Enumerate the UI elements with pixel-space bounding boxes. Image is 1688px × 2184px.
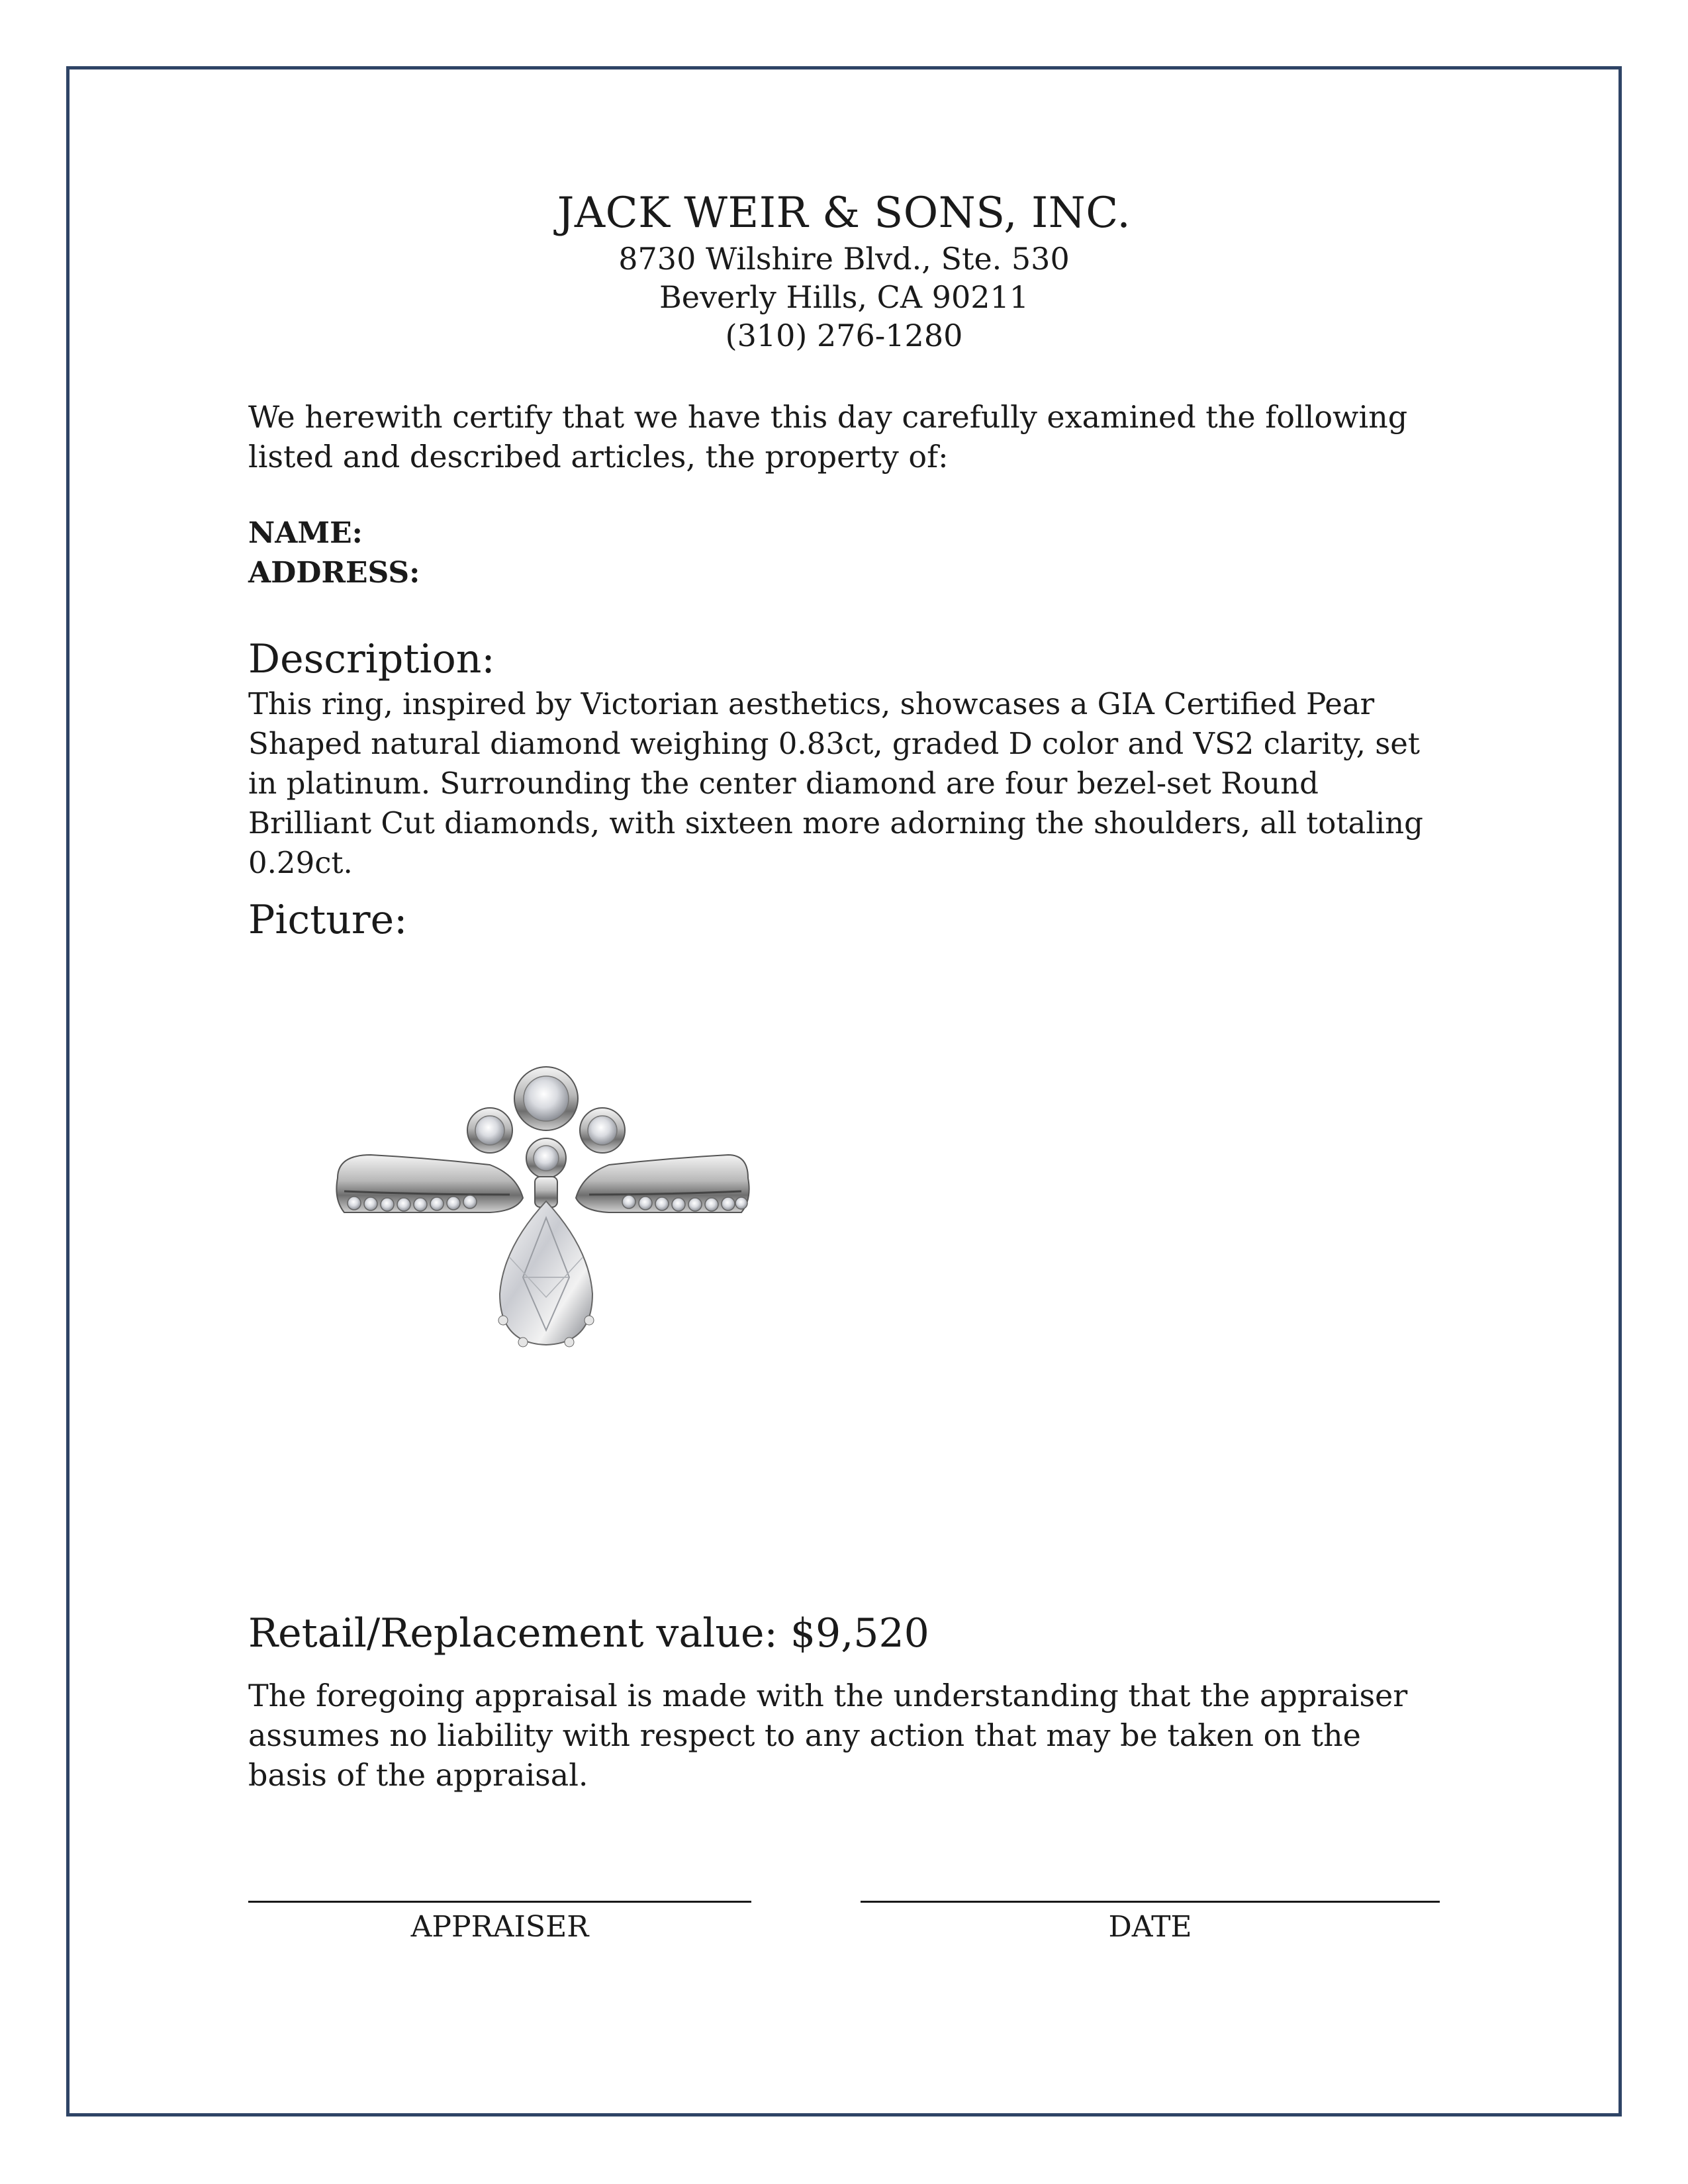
appraiser-label: APPRAISER	[410, 1910, 589, 1944]
company-phone: (310) 276-1280	[725, 318, 963, 353]
owner-fields	[248, 514, 1446, 593]
date-signature-line	[861, 1901, 1440, 1903]
certification-intro: We herewith certify that we have this day carefully examined the following listed and described articles, the property of:	[248, 399, 1408, 475]
replacement-value	[248, 1608, 1446, 1659]
name-label: NAME:	[248, 516, 363, 550]
appraiser-signature-line	[248, 1901, 751, 1903]
address-label: ADDRESS:	[248, 556, 420, 590]
company-street: 8730 Wilshire Blvd., Ste. 530	[618, 241, 1070, 277]
description-heading: Description:	[248, 636, 495, 682]
date-label: DATE	[1108, 1910, 1192, 1944]
bezel-diamonds	[467, 1067, 625, 1178]
picture-heading: Picture:	[248, 897, 408, 943]
ring-photo	[324, 1059, 788, 1456]
value-label: Retail/Replacement value:	[248, 1610, 778, 1657]
value-amount: $9,520	[790, 1610, 929, 1657]
company-city: Beverly Hills, CA 90211	[659, 279, 1029, 315]
description-text: This ring, inspired by Victorian aesthetics, showcases a GIA Certified Pear Shaped natural diamond weighing 0.83ct, graded D color and VS2 clarity, set in platinum. Surrounding the center diamond are four bezel-set Round Brilliant Cut diamonds, with sixteen more adorning the shoulders, all totaling 0.29ct.	[248, 686, 1423, 880]
company-name: JACK WEIR & SONS, INC.	[557, 189, 1131, 238]
page-border	[66, 66, 1622, 2116]
appraisal-disclaimer: The foregoing appraisal is made with the understanding that the appraiser assumes no liability with respect to any action that may be taken on the basis of the appraisal.	[248, 1678, 1408, 1793]
letterhead	[0, 187, 1688, 355]
